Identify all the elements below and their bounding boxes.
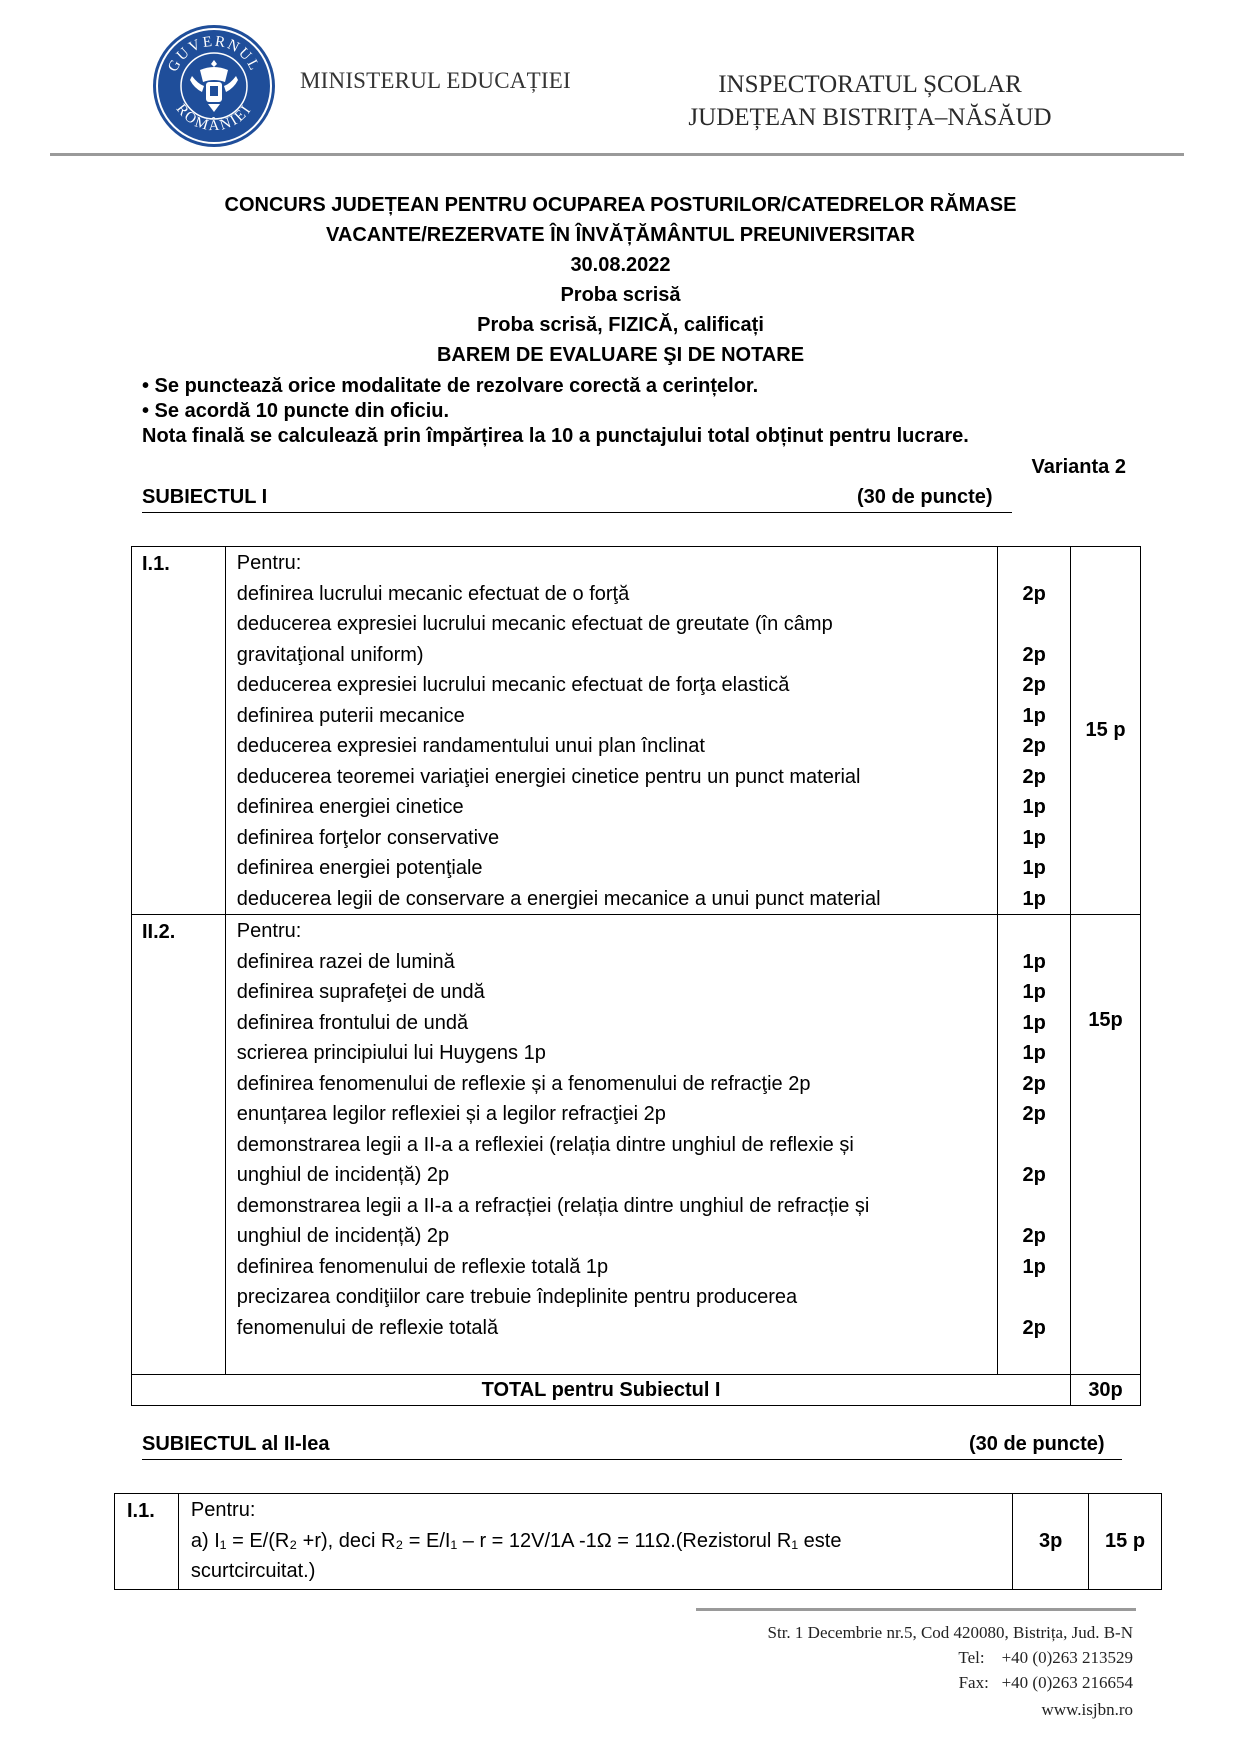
criteria-line: a) I₁ = E/(R₂ +r), deci R₂ = E/I₁ – r = 12V/1A -1Ω = 11Ω.(Rezistorul R₁ este	[190, 1529, 842, 1552]
note-correct-solutions: • Se punctează orice modalitate de rezolvare corectă a cerințelor.	[142, 375, 759, 397]
points-cell: 2p	[1022, 1164, 1046, 1186]
total-label: TOTAL pentru Subiectul I	[132, 1375, 1071, 1406]
points-cell: 1p	[1022, 1255, 1046, 1278]
points-cell	[998, 1282, 1070, 1313]
table-row	[132, 915, 1141, 1375]
svg-text:ROMÂNIEI: ROMÂNIEI	[172, 101, 256, 135]
criteria-line: definirea suprafeţei de undă	[236, 981, 485, 1003]
barem-title: BAREM DE EVALUARE ŞI DE NOTARE	[436, 344, 805, 366]
points-cell: 2p	[1022, 1225, 1046, 1247]
criteria-line: definirea puterii mecanice	[236, 704, 465, 727]
criteria-line: definirea fenomenului de reflexie totală 1p	[236, 1255, 609, 1278]
criteria-line: definirea energiei cinetice	[236, 796, 464, 818]
points-cell: 1p	[1022, 887, 1046, 910]
inspectorate-name	[630, 68, 1110, 134]
points-cell	[998, 1130, 1070, 1161]
header-divider	[50, 153, 1184, 156]
points-cell: 1p	[1022, 1042, 1046, 1064]
subject2-title: SUBIECTUL al II-lea	[142, 1433, 330, 1455]
points-cell: 2p	[1022, 765, 1046, 788]
criteria-line: Pentru:	[236, 920, 302, 942]
criteria-line: deducerea expresiei randamentului unui plan înclinat	[236, 735, 705, 757]
government-seal-logo	[152, 24, 276, 148]
note-default-points: • Se acordă 10 puncte din oficiu.	[142, 400, 450, 422]
criteria-line: definirea frontului de undă	[236, 1011, 469, 1034]
inspectorate-line1: INSPECTORATUL ȘCOLAR	[718, 71, 1022, 98]
criteria-line: Pentru:	[190, 1499, 256, 1521]
item-total: 15 p	[1071, 547, 1141, 915]
phone-number: +40 (0)263 213529	[1001, 1648, 1133, 1667]
points-cell: 1p	[1022, 1011, 1046, 1034]
points-cell: 1p	[1022, 950, 1046, 973]
item-number: I.1.	[132, 547, 226, 915]
subject2-table	[114, 1493, 1162, 1590]
criteria-line: fenomenului de reflexie totală	[236, 1316, 499, 1339]
points-cell	[998, 609, 1070, 640]
criteria-line: definirea forţelor conservative	[236, 826, 500, 849]
criteria-line: deducerea expresiei lucrului mecanic efectuat de greutate (în câmp	[236, 613, 833, 635]
points-cell: 2p	[1022, 582, 1046, 605]
criteria-line: deducerea teoremei variaţiei energiei cinetice pentru un punct material	[236, 765, 861, 788]
points-cell: 2p	[1022, 735, 1046, 757]
points-cell: 2p	[1022, 1316, 1046, 1339]
criteria-line: scrierea principiului lui Huygens 1p	[236, 1042, 546, 1064]
item-criteria	[225, 547, 998, 915]
item-number: II.2.	[132, 915, 226, 1375]
table-row	[132, 547, 1141, 915]
criteria-line: enunțarea legilor reflexiei și a legilor refracţiei 2p	[236, 1103, 666, 1125]
variant-label: Varianta 2	[1031, 456, 1126, 478]
criteria-line: precizarea condiţiilor care trebuie îndeplinite pentru producerea	[236, 1286, 798, 1308]
subject1-points: (30 de puncte)	[857, 486, 993, 508]
item-points: 3p	[1013, 1494, 1089, 1590]
svg-text:GUVERNUL: GUVERNUL	[165, 33, 263, 75]
item-criteria	[178, 1494, 1012, 1590]
document-title-line2: VACANTE/REZERVATE ÎN ÎNVĂȚĂMÂNTUL PREUNIVERSITAR	[326, 224, 915, 246]
fax-number: +40 (0)263 216654	[1001, 1673, 1133, 1692]
footer-fax	[633, 1670, 1133, 1695]
subject2-heading	[142, 1433, 1122, 1460]
exam-subject: Proba scrisă, FIZICĂ, calificați	[477, 314, 764, 336]
total-row	[132, 1375, 1141, 1406]
subject1-table	[131, 546, 1141, 1406]
criteria-line: definirea lucrului mecanic efectuat de o forţă	[236, 582, 630, 605]
item-number: I.1.	[115, 1494, 179, 1590]
item-points	[998, 915, 1071, 1375]
points-cell: 2p	[1022, 643, 1046, 666]
table-row	[115, 1494, 1162, 1590]
points-cell	[998, 916, 1070, 947]
subject1-title: SUBIECTUL I	[142, 486, 268, 508]
criteria-line: definirea fenomenului de reflexie și a fenomenului de refracţie 2p	[236, 1072, 811, 1095]
criteria-line: deducerea legii de conservare a energiei mecanice a unui punct material	[236, 887, 881, 910]
points-cell: 1p	[1022, 826, 1046, 849]
criteria-line: scurtcircuitat.)	[190, 1560, 316, 1582]
item-total: 15 p	[1089, 1494, 1162, 1590]
points-cell: 1p	[1022, 796, 1046, 818]
criteria-line: Pentru:	[236, 552, 302, 574]
points-cell: 1p	[1022, 857, 1046, 879]
item-criteria	[225, 915, 998, 1375]
item-points	[998, 547, 1071, 915]
document-title-line1: CONCURS JUDEȚEAN PENTRU OCUPAREA POSTURILOR/CATEDRELOR RĂMASE	[224, 194, 1017, 216]
fax-label: Fax:	[958, 1673, 989, 1692]
criteria-line: definirea razei de lumină	[236, 950, 455, 973]
item-total: 15p	[1071, 915, 1141, 1375]
criteria-line: unghiul de incidență) 2p	[236, 1225, 450, 1247]
points-cell: 1p	[1022, 704, 1046, 727]
criteria-line: definirea energiei potenţiale	[236, 857, 483, 879]
exam-type: Proba scrisă	[560, 284, 681, 306]
phone-label: Tel:	[958, 1648, 985, 1667]
footer-divider	[696, 1608, 1136, 1611]
note-final-grade: Nota finală se calculează prin împărțirea la 10 a punctajului total obținut pentru lucrare.	[142, 425, 969, 447]
footer-address: Str. 1 Decembrie nr.5, Cod 420080, Bistrița, Jud. B-N	[767, 1623, 1133, 1642]
points-cell	[998, 548, 1070, 579]
points-cell: 1p	[1022, 981, 1046, 1003]
subject2-points: (30 de puncte)	[969, 1433, 1105, 1455]
exam-date: 30.08.2022	[570, 254, 671, 276]
criteria-line: unghiul de incidență) 2p	[236, 1164, 450, 1186]
subject1-heading	[142, 486, 1012, 513]
ministry-name: MINISTERUL EDUCAȚIEI	[300, 68, 571, 93]
total-value: 30p	[1071, 1375, 1141, 1406]
criteria-line: gravitaţional uniform)	[236, 643, 424, 666]
points-cell: 2p	[1022, 1072, 1046, 1095]
criteria-line: demonstrarea legii a II-a a reflexiei (relația dintre unghiul de reflexie și	[236, 1133, 854, 1156]
footer-phone	[633, 1645, 1133, 1670]
points-cell: 2p	[1022, 1103, 1046, 1125]
points-cell: 2p	[1022, 674, 1046, 696]
footer-website[interactable]: www.isjbn.ro	[1041, 1700, 1133, 1719]
points-cell	[998, 1191, 1070, 1222]
criteria-line: demonstrarea legii a II-a a refracției (relația dintre unghiul de refracție și	[236, 1194, 870, 1217]
criteria-line: deducerea expresiei lucrului mecanic efectuat de forţa elastică	[236, 674, 790, 696]
inspectorate-line2: JUDEȚEAN BISTRIȚA–NĂSĂUD	[688, 104, 1052, 131]
